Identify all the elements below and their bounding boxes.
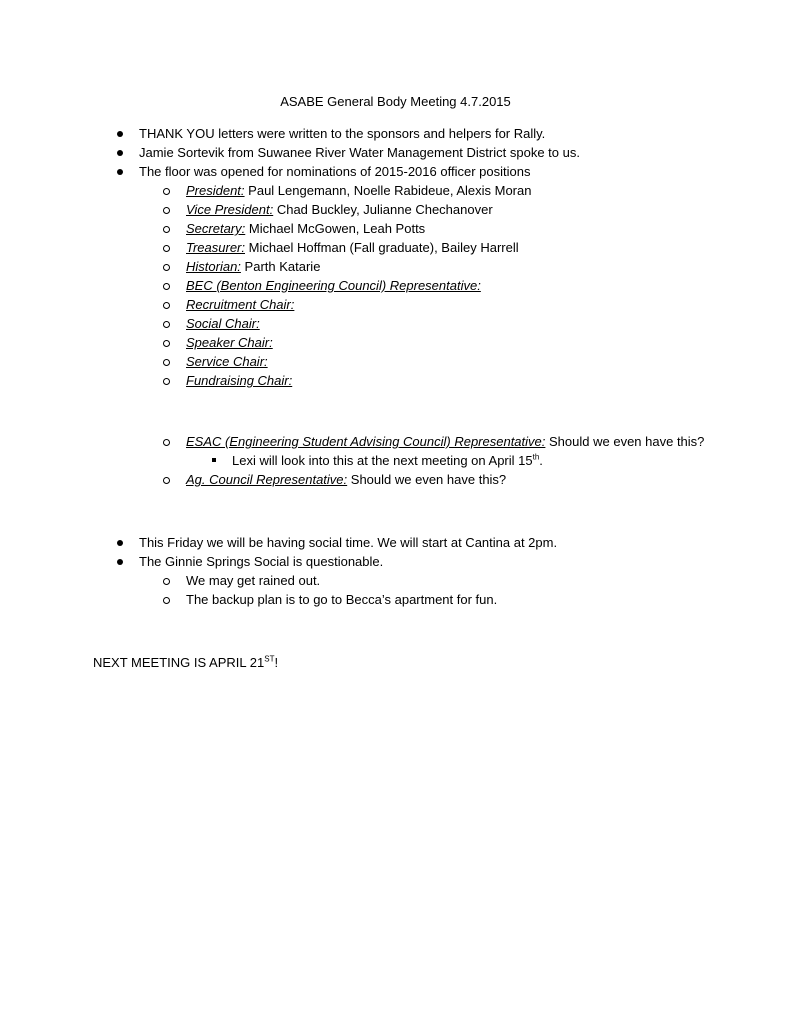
position-names: Michael McGowen, Leah Potts (248, 221, 426, 236)
position-item (186, 335, 273, 351)
position-item (186, 472, 506, 488)
position-item (186, 297, 294, 313)
sub-bullet-marker (163, 188, 170, 195)
position-role: Recruitment Chair: (186, 297, 295, 312)
position-names: Paul Lengemann, Noelle Rabideue, Alexis Moran (248, 183, 532, 198)
position-item (186, 240, 519, 256)
sub-bullet-marker (163, 207, 170, 214)
next-meeting (93, 655, 278, 671)
position-item (186, 434, 704, 450)
bullet-item: Jamie Sortevik from Suwanee River Water Management District spoke to us. (139, 145, 580, 160)
position-role: BEC (Benton Engineering Council) Representative: (186, 278, 481, 293)
position-item (186, 316, 260, 332)
bullet-marker (117, 131, 123, 137)
document-title: ASABE General Body Meeting 4.7.2015 (280, 94, 511, 109)
position-role: Speaker Chair: (186, 335, 273, 350)
sub-bullet-marker (163, 477, 170, 484)
position-names: Michael Hoffman (Fall graduate), Bailey Harrell (248, 240, 519, 255)
sub-bullet-marker (163, 340, 170, 347)
position-role: President: (186, 183, 245, 198)
bullet-marker (117, 169, 123, 175)
bullet-marker (117, 559, 123, 565)
bullet-item: The floor was opened for nominations of 2015-2016 officer positions (139, 164, 531, 179)
position-names: Should we even have this? (549, 434, 705, 449)
esac-note (232, 453, 543, 469)
sub-bullet-marker (163, 264, 170, 271)
position-item (186, 202, 493, 218)
position-role: Treasurer: (186, 240, 245, 255)
sub-bullet-marker (163, 283, 170, 290)
position-names: Chad Buckley, Julianne Chechanover (276, 202, 493, 217)
bullet-marker (117, 540, 123, 546)
next-meeting-sup: ST (264, 654, 275, 664)
sub-bullet-marker (163, 378, 170, 385)
position-names: Should we even have this? (350, 472, 507, 487)
sub-bullet-marker (163, 321, 170, 328)
position-item (186, 183, 531, 199)
position-role: Social Chair: (186, 316, 260, 331)
bullet-marker (117, 150, 123, 156)
square-bullet-marker (212, 458, 216, 462)
bullet-item: THANK YOU letters were written to the sponsors and helpers for Rally. (139, 126, 546, 141)
sub-bullet-marker (163, 245, 170, 252)
sub-bullet-marker (163, 302, 170, 309)
sub-item: The backup plan is to go to Becca’s apartment for fun. (186, 592, 498, 607)
sub-bullet-marker (163, 359, 170, 366)
position-item (186, 373, 292, 389)
position-names: Parth Katarie (244, 259, 321, 274)
bullet-item: The Ginnie Springs Social is questionable. (139, 554, 384, 569)
next-meeting-tail: ! (274, 655, 279, 670)
bullet-item: This Friday we will be having social time. We will start at Cantina at 2pm. (139, 535, 558, 550)
sub-item: We may get rained out. (186, 573, 321, 588)
position-role: Vice President: (186, 202, 274, 217)
position-item (186, 278, 481, 294)
position-item (186, 259, 320, 275)
position-role: ESAC (Engineering Student Advising Council) Representative: (186, 434, 546, 449)
position-role: Historian: (186, 259, 241, 274)
position-role: Service Chair: (186, 354, 268, 369)
position-role: Secretary: (186, 221, 246, 236)
esac-note-tail: . (539, 453, 543, 468)
position-item (186, 221, 425, 237)
next-meeting-text: NEXT MEETING IS APRIL 21 (93, 655, 265, 670)
sub-bullet-marker (163, 578, 170, 585)
sub-bullet-marker (163, 597, 170, 604)
position-role: Fundraising Chair: (186, 373, 293, 388)
position-role: Ag. Council Representative: (186, 472, 348, 487)
esac-note-text: Lexi will look into this at the next meeting on April 15 (232, 453, 533, 468)
sub-bullet-marker (163, 226, 170, 233)
sub-bullet-marker (163, 439, 170, 446)
position-item (186, 354, 268, 370)
esac-note-sup: th (532, 452, 540, 462)
